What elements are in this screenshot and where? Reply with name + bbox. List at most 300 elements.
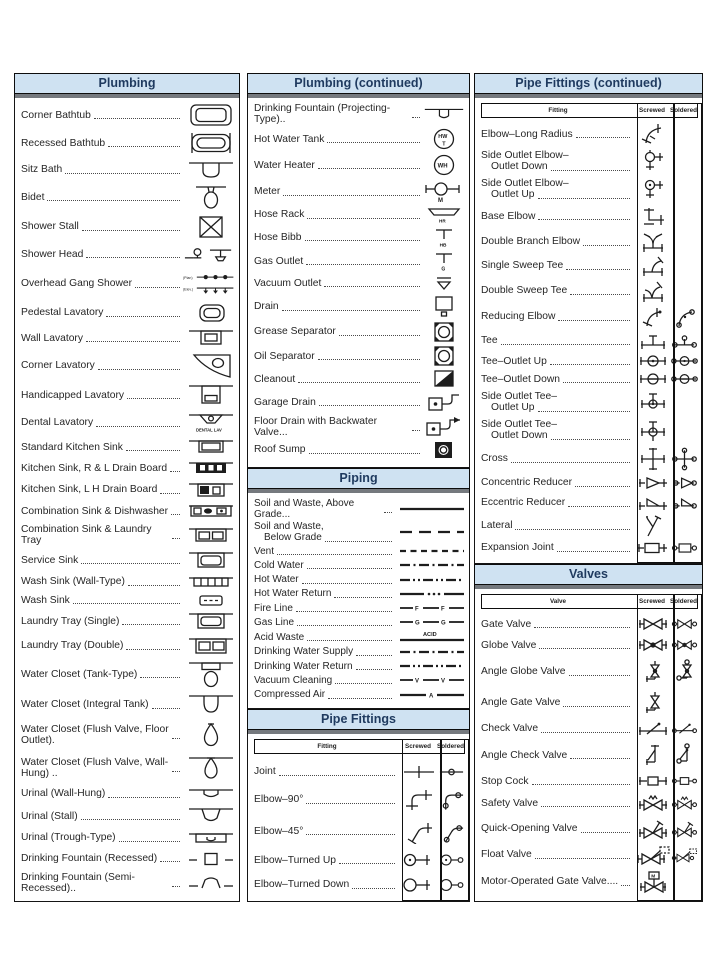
screwed-column-header: Screwed	[639, 598, 665, 605]
dotted-leader	[535, 857, 630, 859]
svg-text:(Elev.): (Elev.)	[183, 287, 194, 292]
row-side-outlet-elbow	[481, 176, 698, 202]
df-projecting-icon	[423, 106, 465, 122]
tee-outlet-up-screwed-icon	[635, 353, 671, 369]
combination-sink-laundry-tray-icon	[183, 526, 235, 544]
dotted-leader	[335, 682, 392, 684]
row-label: Quick-Opening Valve	[481, 823, 578, 835]
grease-separator-icon	[423, 321, 465, 343]
svg-text:F: F	[441, 606, 445, 613]
row-label: Check Valve	[481, 723, 539, 735]
row-hot-water-return	[254, 587, 465, 600]
fitting-column-header: Fitting	[317, 743, 337, 750]
row-floor-drain-with-backwater-valve	[254, 416, 465, 438]
dotted-leader	[307, 639, 392, 641]
row-hot-water-tank	[254, 127, 465, 151]
row-label: Hose Bibb	[254, 231, 302, 243]
row-joint	[254, 763, 465, 781]
stop-cock-screwed-icon	[635, 773, 671, 789]
hot-water-tank-icon	[423, 127, 465, 151]
row-label: Concentric Reducer	[481, 477, 572, 489]
section-title: Valves	[474, 564, 703, 585]
dotted-leader	[172, 770, 180, 772]
row-urinal-trough-type	[21, 831, 235, 845]
row-angle-check-valve	[481, 742, 698, 768]
row-oil-separator	[254, 345, 465, 367]
row-label: Side Outlet Elbow–	[481, 178, 569, 190]
dotted-leader	[581, 831, 630, 833]
row-label: Acid Waste	[254, 631, 305, 643]
row-vacuum-cleaning	[254, 674, 465, 687]
corner-bathtub-icon	[183, 103, 235, 127]
dotted-leader	[318, 167, 420, 169]
dotted-leader	[563, 381, 630, 383]
row-label: Urinal (Stall)	[21, 810, 78, 822]
row-drinking-fountain-projecting-type	[254, 103, 465, 125]
dotted-leader	[108, 145, 180, 147]
row-garage-drain	[254, 391, 465, 413]
row-label: Safety Valve	[481, 797, 539, 809]
cross-soldered-icon	[671, 446, 698, 472]
row-water-closet-flush-valve-floor-outlet	[21, 721, 235, 749]
angle-globe-valve-screwed-icon	[635, 659, 671, 685]
dotted-leader	[172, 537, 180, 539]
row-label: Combination Sink & Laundry Tray	[21, 523, 152, 546]
water-heater-icon	[423, 153, 465, 177]
section-pipe-fittings	[247, 709, 470, 902]
dotted-leader	[569, 674, 630, 676]
svg-text:G: G	[441, 266, 446, 273]
dotted-leader	[119, 840, 180, 842]
line-solid-icon	[395, 503, 465, 515]
row-drain	[254, 295, 465, 319]
drain-icon	[423, 295, 465, 319]
row-expansion-joint	[481, 540, 698, 556]
row-label: Fire Line	[254, 602, 293, 614]
laundry-tray-double-icon	[183, 636, 235, 656]
row-combination-sink-laundry-tray	[21, 524, 235, 546]
row-meter	[254, 180, 465, 204]
row-label: Elbow–Turned Up	[254, 854, 337, 866]
row-angle-gate-valve	[481, 690, 698, 716]
row-sitz-bath	[21, 160, 235, 180]
row-cold-water	[254, 559, 465, 572]
line-dashdotdot-icon	[395, 574, 465, 586]
dotted-leader	[356, 668, 392, 670]
line-letter-icon	[395, 602, 465, 614]
vacuum-outlet-icon	[423, 274, 465, 292]
concentric-reducer-screwed-icon	[635, 474, 671, 492]
row-label: Single Sweep Tee	[481, 260, 564, 272]
tee-soldered-icon	[671, 331, 698, 351]
corner-lavatory-icon	[183, 353, 235, 379]
line-letter-icon	[395, 674, 465, 686]
dotted-leader	[309, 452, 420, 454]
row-label: Service Sink	[21, 554, 79, 566]
row-overhead-gang-shower	[21, 270, 235, 298]
dotted-leader	[127, 397, 180, 399]
row-label: Recessed Bathtub	[21, 137, 106, 149]
row-shower-stall	[21, 215, 235, 239]
row-label: Sitz Bath	[21, 164, 63, 176]
row-dental-lavatory	[21, 412, 235, 434]
dotted-leader	[576, 136, 630, 138]
row-hose-bibb	[254, 226, 465, 248]
laundry-tray-single-icon	[183, 611, 235, 631]
row-hot-water	[254, 573, 465, 586]
safety-valve-screwed-icon	[635, 794, 671, 812]
row-cleanout	[254, 369, 465, 389]
row-label: Double Sweep Tee	[481, 285, 568, 297]
elbow-long-radius-screwed-icon	[635, 122, 671, 146]
dotted-leader	[538, 218, 630, 220]
dotted-leader	[172, 737, 180, 739]
row-float-valve	[481, 845, 698, 865]
row-label: Meter	[254, 186, 281, 198]
dotted-leader	[515, 528, 630, 530]
dotted-leader	[140, 676, 180, 678]
row-label: Vacuum Outlet	[254, 277, 322, 289]
row-label: Bidet	[21, 191, 45, 203]
column-pipe-fittings-valves	[474, 73, 703, 902]
standard-kitchen-sink-icon	[183, 438, 235, 456]
dotted-leader	[328, 697, 392, 699]
double-branch-elbow-screwed-icon	[635, 231, 671, 253]
row-label: Side Outlet Tee–	[481, 391, 557, 403]
row-elbow-turned-up	[254, 851, 465, 869]
row-tee-outlet-up	[481, 353, 698, 369]
row-label: Elbow–45°	[254, 825, 304, 837]
side-outlet-tee-up-screwed-icon	[635, 389, 671, 415]
row-label: Elbow–Long Radius	[481, 128, 573, 140]
row-label: Water Closet (Flush Valve, Wall-Hung) ..	[21, 756, 169, 779]
row-side-outlet-tee	[481, 389, 698, 415]
row-label: Joint	[254, 766, 276, 778]
dotted-leader	[306, 802, 395, 804]
row-label: Motor-Operated Gate Valve....	[481, 876, 619, 888]
row-label: Handicapped Lavatory	[21, 389, 125, 401]
line-letter-center-icon	[395, 689, 465, 701]
row-single-sweep-tee	[481, 255, 698, 277]
angle-gate-valve-screwed-icon	[635, 690, 671, 716]
row-label: Corner Lavatory	[21, 360, 95, 372]
dotted-leader	[108, 796, 180, 798]
tee-outlet-up-soldered-icon	[671, 353, 698, 369]
svg-text:F: F	[415, 606, 419, 613]
dotted-leader	[532, 783, 630, 785]
row-label: Gate Valve	[481, 618, 532, 630]
row-label: Dental Lavatory	[21, 417, 94, 429]
side-outlet-elbow-up-screwed-icon	[635, 176, 671, 202]
cross-screwed-icon	[635, 446, 671, 472]
row-combination-sink-dishwasher	[21, 503, 235, 519]
row-water-heater	[254, 153, 465, 177]
lateral-screwed-icon	[635, 514, 671, 538]
elbow-turned-up-soldered-icon	[438, 851, 465, 869]
dotted-leader	[583, 244, 630, 246]
row-label: Side Outlet Tee–	[481, 419, 557, 431]
dotted-leader	[152, 707, 180, 709]
row-standard-kitchen-sink	[21, 438, 235, 456]
gate-valve-soldered-icon	[671, 616, 698, 632]
row-label: Hot Water Tank	[254, 133, 325, 145]
row-grease-separator	[254, 321, 465, 343]
elbow-45-screwed-icon	[400, 818, 438, 844]
dotted-leader	[568, 505, 630, 507]
dental-lavatory-icon	[183, 412, 235, 434]
dotted-leader	[551, 169, 630, 171]
row-corner-lavatory	[21, 353, 235, 379]
handicapped-lavatory-icon	[183, 383, 235, 407]
row-stop-cock	[481, 773, 698, 789]
df-semi-recessed-icon	[183, 874, 235, 892]
row-label: Standard Kitchen Sink	[21, 441, 123, 453]
row-label: Vacuum Cleaning	[254, 674, 333, 686]
row-label-line2: Outlet Up	[491, 402, 535, 414]
pedestal-lavatory-icon	[183, 302, 235, 324]
wash-sink-wall-icon	[183, 575, 235, 589]
row-label: Kitchen Sink, R & L Drain Board	[21, 462, 168, 474]
dotted-leader	[550, 363, 630, 365]
gate-valve-screwed-icon	[635, 616, 671, 632]
row-label: Water Closet (Tank-Type)	[21, 668, 138, 680]
row-cross	[481, 446, 698, 472]
row-label: Gas Line	[254, 616, 295, 628]
gas-outlet-icon	[423, 250, 465, 272]
row-water-closet-flush-valve-wall-hung	[21, 754, 235, 782]
wc-flush-wall-icon	[183, 754, 235, 782]
reducing-elbow-screwed-icon	[635, 305, 671, 329]
row-label: Laundry Tray (Single)	[21, 615, 120, 627]
angle-check-valve-soldered-icon	[671, 742, 698, 768]
urinal-trough-icon	[183, 831, 235, 845]
hose-rack-icon	[423, 206, 465, 224]
line-acid-icon	[395, 630, 465, 644]
section-pipe-fittings-continued	[474, 73, 703, 564]
table-header	[254, 739, 465, 754]
dotted-leader	[128, 584, 180, 586]
elbow-turned-down-soldered-icon	[438, 876, 465, 894]
roof-sump-icon	[423, 440, 465, 460]
row-label: Laundry Tray (Double)	[21, 640, 124, 652]
dotted-leader	[541, 805, 630, 807]
column-plumbing	[14, 73, 240, 902]
row-label: Urinal (Wall-Hung)	[21, 788, 106, 800]
row-motor-operated-gate-valve	[481, 870, 698, 894]
dotted-leader	[412, 429, 420, 431]
screwed-column-header: Screwed	[405, 743, 431, 750]
bidet-icon	[183, 184, 235, 210]
kitchen-sink-lh-icon	[183, 481, 235, 499]
row-label: Pedestal Lavatory	[21, 307, 104, 319]
elbow-45-soldered-icon	[438, 818, 465, 844]
row-label: Floor Drain with Backwater Valve...	[254, 415, 378, 438]
screwed-column-header: Screwed	[639, 107, 665, 114]
row-kitchen-sink-r-l-drain-board	[21, 460, 235, 476]
row-fire-line	[254, 602, 465, 615]
line-dash-icon	[395, 545, 465, 557]
svg-text:HR: HR	[439, 218, 446, 224]
dotted-leader	[621, 884, 630, 886]
row-label: Vent	[254, 545, 275, 557]
column-plumbing-continued	[247, 73, 470, 902]
svg-text:M: M	[438, 197, 443, 204]
garage-drain-icon	[423, 391, 465, 413]
dotted-leader	[277, 553, 392, 555]
section-title: Plumbing (continued)	[247, 73, 470, 94]
row-gate-valve	[481, 616, 698, 632]
dotted-leader	[534, 626, 630, 628]
wc-tank-icon	[183, 660, 235, 688]
row-reducing-elbow	[481, 305, 698, 329]
row-label: Hot Water Return	[254, 588, 332, 600]
dotted-leader	[566, 268, 630, 270]
dotted-leader	[297, 624, 392, 626]
recessed-bathtub-icon	[183, 131, 235, 155]
section-title: Plumbing	[14, 73, 240, 94]
meter-icon	[423, 180, 465, 204]
dotted-leader	[352, 887, 395, 889]
row-label: Water Closet (Integral Tank)	[21, 699, 149, 711]
row-water-closet-tank-type	[21, 660, 235, 688]
elbow-90-soldered-icon	[438, 788, 465, 812]
concentric-reducer-soldered-icon	[671, 474, 698, 492]
row-vent	[254, 545, 465, 558]
row-label: Wall Lavatory	[21, 332, 83, 344]
dotted-leader	[65, 172, 180, 174]
svg-text:ACID: ACID	[423, 632, 437, 638]
row-label: Tee–Outlet Down	[481, 373, 560, 385]
svg-text:DENTAL LAV: DENTAL LAV	[196, 427, 222, 433]
tee-outlet-down-screwed-icon	[635, 371, 671, 387]
row-drinking-water-return	[254, 660, 465, 673]
row-service-sink	[21, 550, 235, 570]
urinal-wall-icon	[183, 786, 235, 802]
row-vacuum-outlet	[254, 274, 465, 292]
sitz-bath-icon	[183, 160, 235, 180]
row-label: Soil and Waste,	[254, 521, 324, 533]
soldered-column-header: Soldered	[670, 598, 697, 605]
row-label: Shower Head	[21, 248, 84, 260]
row-compressed-air	[254, 688, 465, 701]
dotted-leader	[86, 256, 180, 258]
row-elbow-turned-down	[254, 876, 465, 894]
row-label: Water Heater	[254, 159, 315, 171]
dotted-leader	[126, 648, 180, 650]
dotted-leader	[160, 860, 180, 862]
dotted-leader	[539, 647, 630, 649]
floor-drain-bw-icon	[423, 416, 465, 438]
row-label: Lateral	[481, 520, 513, 532]
row-angle-globe-valve	[481, 659, 698, 685]
row-label: Drinking Fountain (Projecting-Type)..	[254, 103, 391, 125]
row-corner-bathtub	[21, 103, 235, 127]
kitchen-sink-rl-icon	[183, 460, 235, 476]
row-label: Angle Check Valve	[481, 749, 568, 761]
row-label: Elbow–90°	[254, 794, 304, 806]
dotted-leader	[325, 540, 392, 542]
svg-text:G: G	[415, 620, 420, 627]
row-label: Side Outlet Elbow–	[481, 150, 569, 162]
row-label: Globe Valve	[481, 639, 537, 651]
reducing-elbow-soldered-icon	[671, 305, 698, 329]
angle-globe-valve-soldered-icon	[671, 659, 698, 685]
row-label: Hot Water	[254, 574, 299, 585]
row-globe-valve	[481, 637, 698, 653]
elbow-turned-down-screwed-icon	[400, 876, 438, 894]
row-label: Compressed Air	[254, 689, 326, 700]
row-urinal-wall-hung	[21, 786, 235, 802]
dotted-leader	[538, 197, 631, 199]
dotted-leader	[170, 470, 180, 472]
row-double-branch-elbow	[481, 231, 698, 253]
side-outlet-elbow-down-screwed-icon	[635, 148, 671, 174]
row-elbow-90	[254, 788, 465, 812]
fitting-column-header: Valve	[549, 598, 567, 605]
wall-lavatory-icon	[183, 328, 235, 348]
dotted-leader	[122, 623, 180, 625]
line-longdash-icon	[395, 526, 465, 538]
tee-screwed-icon	[635, 331, 671, 351]
row-label-line2: Outlet Down	[491, 161, 548, 173]
row-label: Cross	[481, 453, 508, 465]
dotted-leader	[327, 141, 420, 143]
row-label: Oil Separator	[254, 350, 315, 362]
dotted-leader	[541, 731, 630, 733]
dotted-leader	[318, 358, 420, 360]
row-recessed-bathtub	[21, 131, 235, 155]
dotted-leader	[94, 117, 180, 119]
row-label: Tee–Outlet Up	[481, 355, 547, 367]
row-label: Wash Sink	[21, 594, 70, 606]
row-drinking-fountain-recessed	[21, 849, 235, 867]
expansion-joint-screwed-icon	[635, 540, 671, 556]
shower-head-icon	[183, 243, 235, 265]
dotted-leader	[305, 239, 420, 241]
row-label: Wash Sink (Wall-Type)	[21, 576, 125, 588]
soldered-column-header: Soldered	[437, 743, 464, 750]
row-wash-sink	[21, 593, 235, 607]
dotted-leader	[307, 217, 420, 219]
dotted-leader	[106, 315, 180, 317]
row-roof-sump	[254, 440, 465, 460]
row-label: Roof Sump	[254, 444, 306, 456]
check-valve-screwed-icon	[635, 721, 671, 737]
row-elbow-long-radius	[481, 122, 698, 146]
dotted-leader	[563, 705, 630, 707]
svg-text:HW: HW	[438, 134, 448, 141]
wash-sink-icon	[183, 593, 235, 607]
eccentric-reducer-screwed-icon	[635, 494, 671, 512]
dotted-leader	[98, 368, 180, 370]
row-side-outlet-tee	[481, 417, 698, 443]
row-label: Angle Globe Valve	[481, 666, 566, 678]
section-piping	[247, 468, 470, 709]
dotted-leader	[307, 567, 392, 569]
dotted-leader	[324, 285, 420, 287]
dotted-leader	[283, 194, 420, 196]
globe-valve-screwed-icon	[635, 637, 671, 653]
row-handicapped-lavatory	[21, 383, 235, 407]
row-label: Reducing Elbow	[481, 311, 556, 323]
safety-valve-soldered-icon	[671, 794, 698, 812]
row-label: Double Branch Elbow	[481, 236, 581, 248]
urinal-stall-icon	[183, 806, 235, 826]
row-laundry-tray-single	[21, 611, 235, 631]
joint-screwed-icon	[400, 763, 438, 781]
row-label: Stop Cock	[481, 775, 529, 787]
row-safety-valve	[481, 794, 698, 812]
